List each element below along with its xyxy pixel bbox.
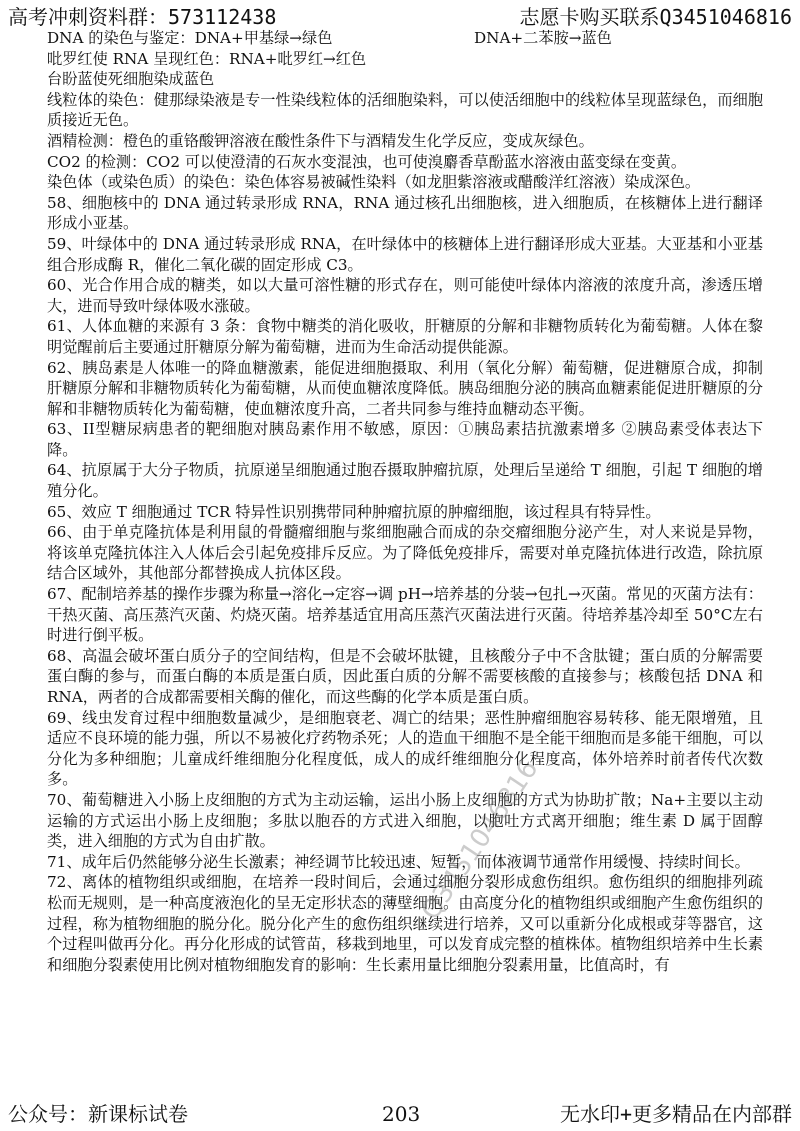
page-footer bbox=[8, 1100, 792, 1128]
header-contact-info: 志愿卡购买联系Q3451046816 bbox=[519, 5, 792, 29]
paragraph-61: 61、人体血糖的来源有 3 条：食物中糖类的消化吸收，肝糖原的分解和非糖物质转化为葡萄糖。人体在黎明觉醒前后主要通过肝糖原分解为葡萄糖，进而为生命活动提供能源。 bbox=[47, 317, 763, 356]
mitochondria-staining-text: 线粒体的染色：健那绿染液是专一性染线粒体的活细胞染料，可以使活细胞中的线粒体呈现蓝绿色，而细胞质接近无色。 bbox=[47, 90, 763, 130]
alcohol-detection-text: 酒精检测：橙色的重铬酸钾溶液在酸性条件下与酒精发生化学反应，变成灰绿色。 bbox=[47, 131, 594, 150]
paragraph-70: 70、葡萄糖进入小肠上皮细胞的方式为主动运输，运出小肠上皮细胞的方式为协助扩散；Na+主要以主动运输的方式运出小肠上皮细胞；多肽以胞吞的方式进入细胞，以胞吐方式离开细胞；维生素 D 属于固醇类，进入细胞的方式为自由扩散。 bbox=[47, 790, 763, 851]
paragraph-69: 69、线虫发育过程中细胞数量减少，是细胞衰老、凋亡的结果；恶性肿瘤细胞容易转移、能无限增殖，且适应不良环境的能力强，所以不易被化疗药物杀死；人的造血干细胞不是全能干细胞而是多能干细胞，可以分化为多种细胞；儿童成纤维细胞分化程度低，成人的成纤维细胞分化程度高，体外培养时前者传代次数多。 bbox=[47, 708, 763, 789]
chromosome-staining-text: 染色体（或染色质）的染色：染色体容易被碱性染料（如龙胆紫溶液或醋酸洋红溶液）染成深色。 bbox=[47, 173, 701, 192]
trypan-blue-text: 台盼蓝使死细胞染成蓝色 bbox=[47, 70, 215, 89]
diagonal-watermark: Q3451046816 bbox=[415, 754, 545, 926]
page-number: 203 bbox=[382, 1102, 421, 1126]
paragraph-71: 71、成年后仍然能够分泌生长激素；神经调节比较迅速、短暂，而体液调节通常作用缓慢、持续时间长。 bbox=[47, 852, 750, 871]
paragraph-72: 72、离体的植物组织或细胞，在培养一段时间后，会通过细胞分裂形成愈伤组织。愈伤组织的细胞排列疏松而无规则，是一种高度液泡化的呈无定形状态的薄壁细胞。由高度分化的植物组织或细胞产生愈伤组织的过程，称为植物细胞的脱分化。脱分化产生的愈伤组织继续进行培养，又可以重新分化成根或芽等器官，这个过程叫做再分化。再分化形成的试管苗，移栽到地里，可以发育成完整的植株体。植物组织培养中生长素和细胞分裂素使用比例对植物细胞发育的影响：生长素用量比细胞分裂素用量，比值高时，有 bbox=[47, 873, 763, 974]
document-body bbox=[47, 28, 763, 975]
paragraph-60: 60、光合作用合成的糖类，如以大量可溶性糖的形式存在，则可能使叶绿体内溶液的浓度升高，渗透压增大，进而导致叶绿体吸水涨破。 bbox=[47, 276, 763, 315]
dna-staining-line bbox=[47, 28, 763, 49]
paragraph-68: 68、高温会破坏蛋白质分子的空间结构，但是不会破坏肽键，且核酸分子中不含肽键；蛋白质的分解需要蛋白酶的参与，而蛋白酶的本质是蛋白质，因此蛋白质的分解不需要核酸的直接参与；核酸包括 DNA 和 RNA，两者的合成都需要相关酶的催化，而这些酶的化学本质是蛋白质。 bbox=[47, 646, 763, 706]
dna-diphenylamine-text: DNA+二苯胺→蓝色 bbox=[474, 29, 612, 47]
rna-pyronin-text: 吡罗红使 RNA 呈现红色：RNA+吡罗红→红色 bbox=[47, 49, 367, 68]
paragraph-58: 58、细胞核中的 DNA 通过转录形成 RNA，RNA 通过核孔出细胞核，进入细胞质，在核糖体上进行翻译形成小亚基。 bbox=[47, 193, 763, 233]
dna-methyl-green-text: DNA 的染色与鉴定：DNA+甲基绿→绿色 bbox=[47, 29, 333, 47]
paragraph-67: 67、配制培养基的操作步骤为称量→溶化→定容→调 pH→培养基的分装→包扎→灭菌。常见的灭菌方法有：干热灭菌、高压蒸汽灭菌、灼烧灭菌。培养基适宜用高压蒸汽灭菌法进行灭菌。待培养基冷却至 50°C左右时进行倒平板。 bbox=[47, 585, 763, 645]
paragraph-59: 59、叶绿体中的 DNA 通过转录形成 RNA，在叶绿体中的核糖体上进行翻译形成大亚基。大亚基和小亚基组合形成酶 R，催化二氧化碳的固定形成 C3。 bbox=[47, 234, 763, 274]
header-group-info: 高考冲刺资料群：573112438 bbox=[8, 5, 277, 29]
page-header bbox=[8, 4, 792, 30]
footer-wechat-account: 公众号：新课标试卷 bbox=[8, 1102, 188, 1126]
paragraph-66: 66、由于单克隆抗体是利用鼠的骨髓瘤细胞与浆细胞融合而成的杂交瘤细胞分泌产生，对人来说是异物，将该单克隆抗体注入人体后会引起免疫排斥反应。为了降低免疫排斥，需要对单克隆抗体进行改造，除抗原结合区域外，其他部分都替换成人抗体区段。 bbox=[47, 523, 763, 583]
paragraph-62: 62、胰岛素是人体唯一的降血糖激素，能促进细胞摄取、利用（氧化分解）葡萄糖，促进糖原合成，抑制肝糖原分解和非糖物质转化为葡萄糖，从而使血糖浓度降低。胰岛细胞分泌的胰高血糖素能促进肝糖原的分解和非糖物质转化为葡萄糖，使血糖浓度升高，二者共同参与维持血糖动态平衡。 bbox=[47, 358, 763, 418]
co2-detection-text: CO2 的检测：CO2 可以使澄清的石灰水变混浊，也可使溴麝香草酚蓝水溶液由蓝变绿在变黄。 bbox=[47, 152, 687, 171]
paragraph-63: 63、II型糖尿病患者的靶细胞对胰岛素作用不敏感，原因：①胰岛素拮抗激素增多 ②胰岛素受体表达下降。 bbox=[47, 420, 763, 459]
paragraph-65: 65、效应 T 细胞通过 TCR 特异性识别携带同种肿瘤抗原的肿瘤细胞，该过程具有特异性。 bbox=[47, 502, 661, 521]
footer-promo-text: 无水印+更多精品在内部群 bbox=[559, 1102, 792, 1126]
paragraph-64: 64、抗原属于大分子物质，抗原递呈细胞通过胞吞摄取肿瘤抗原，处理后呈递给 T 细胞，引起 T 细胞的增殖分化。 bbox=[47, 461, 763, 501]
